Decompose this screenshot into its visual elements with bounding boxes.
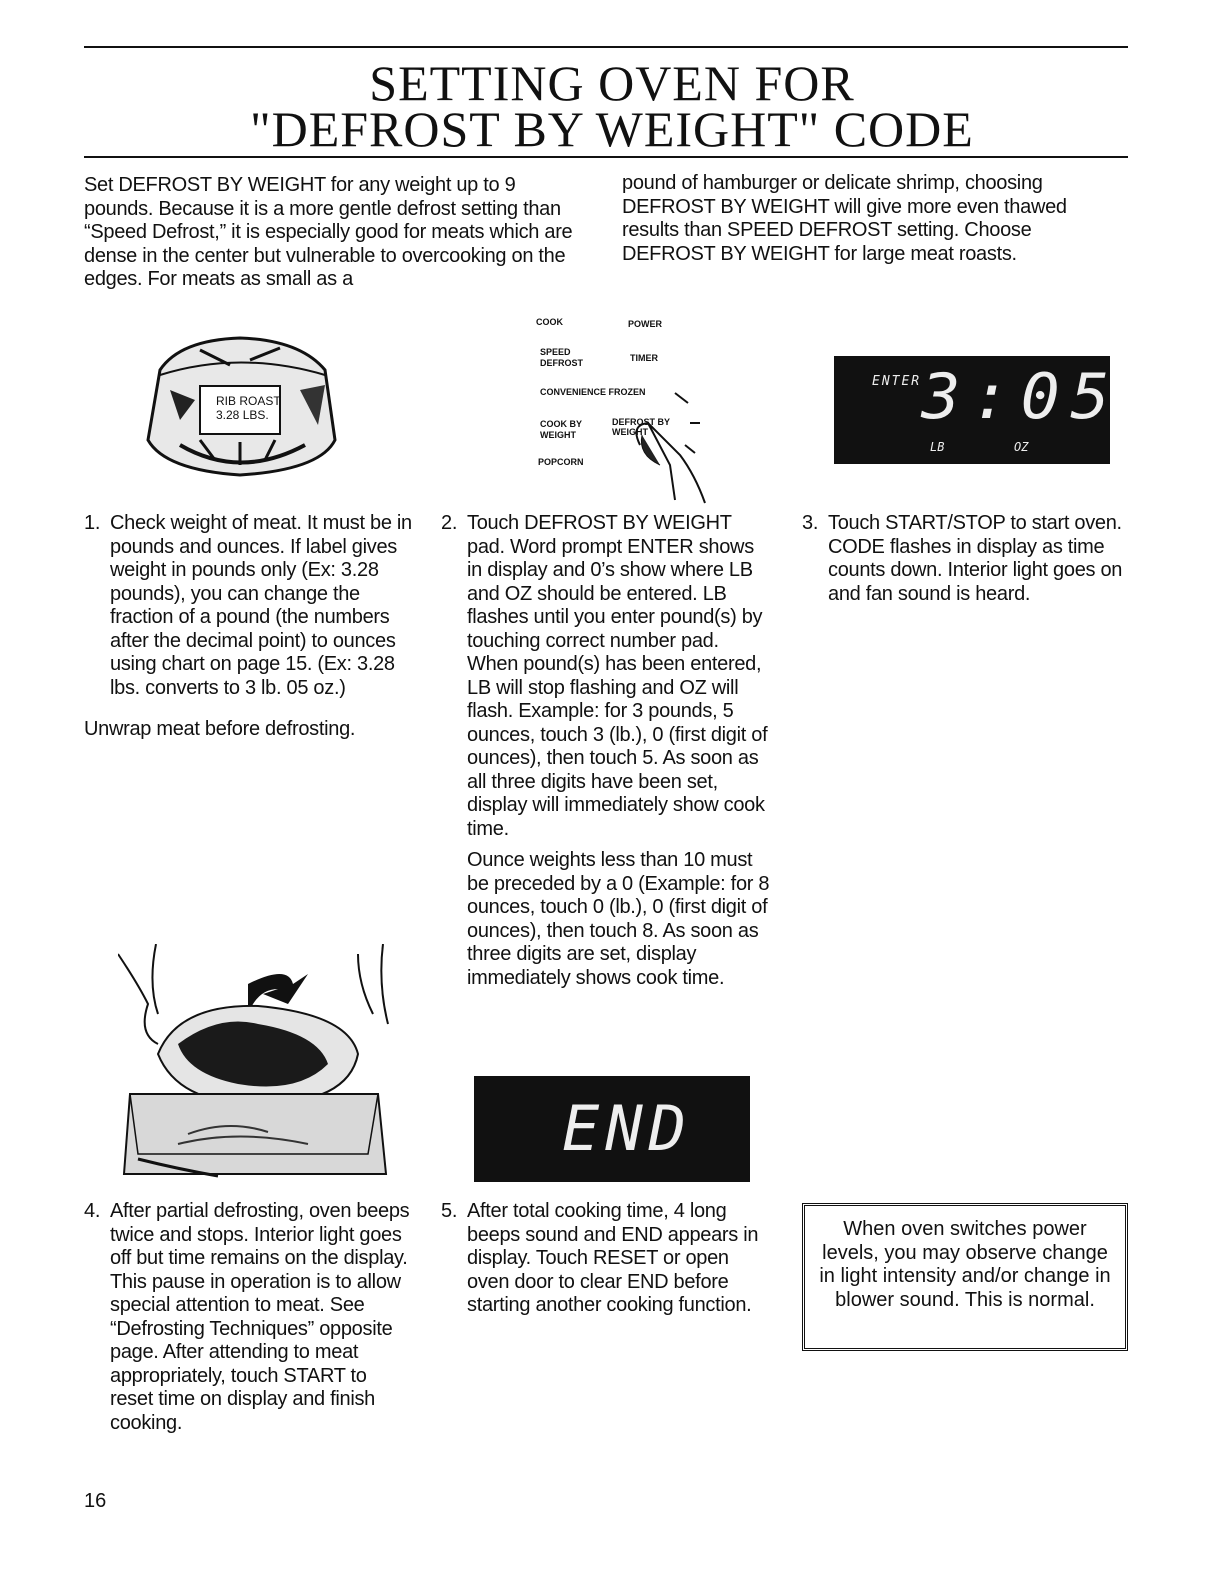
cook-by-weight-pad-line-1: COOK BY xyxy=(540,419,583,429)
page-title-line-1: SETTING OVEN FOR xyxy=(369,55,855,111)
display-end xyxy=(474,1076,750,1182)
step-3-text: Touch START/STOP to start oven. CODE flashes in display as time counts down. Interior light goes on and fan sound is heard. xyxy=(828,512,1123,605)
convenience-frozen-pad: CONVENIENCE FROZEN xyxy=(540,387,646,397)
defrost-by-weight-pad: DEFROST BY WEIGHT xyxy=(612,417,670,437)
step-4 xyxy=(84,1200,414,1435)
intro-left: Set DEFROST BY WEIGHT for any weight up to 9 pounds. Because it is a more gentle defrost setting than “Speed Defrost,” it is especially good for meats which are dense in the center but vulnerable to overcooking on the edges. For meats as small as a xyxy=(84,174,573,290)
page-number: 16 xyxy=(84,1490,107,1512)
turning-meat-illustration xyxy=(118,944,398,1184)
speed-defrost-pad-line-1: SPEED xyxy=(540,347,571,357)
speed-defrost-pad-line-2: DEFROST xyxy=(540,358,584,368)
cook-pad: COOK xyxy=(536,317,563,327)
display-lb-label: LB xyxy=(930,440,945,454)
step-3-number: 3. xyxy=(802,512,819,534)
meat-package-illustration xyxy=(140,330,340,480)
step-1-number: 1. xyxy=(84,512,101,534)
display-enter-digits: 3:05 xyxy=(921,360,1121,433)
step-5-text: After total cooking time, 4 long beeps sound and END appears in display. Touch RESET or open oven door to clear END before starting another cooking function. xyxy=(467,1200,759,1316)
package-label-line-2: 3.28 LBS. xyxy=(216,408,269,422)
display-enter xyxy=(834,356,1121,464)
display-enter-prompt: ENTER xyxy=(872,374,922,389)
step-3 xyxy=(802,512,1128,606)
note-text: When oven switches power levels, you may observe change in light intensity and/or change in blower sound. This is normal. xyxy=(819,1218,1111,1311)
step-2-extra: Ounce weights less than 10 must be preceded by a 0 (Example: for 8 ounces, touch 0 (lb.), 0 (first digit of ounces), then touch 8. As soon as three digits are set, display immediately shows cook time. xyxy=(467,849,770,989)
title-bottom-rule xyxy=(84,156,1128,158)
step-1-text: Check weight of meat. It must be in pounds and ounces. If label gives weight in pounds only (Ex: 3.28 pounds), you can change the fraction of a pound (the numbers after the decimal point) to ounces using chart on page 15. (Ex: 3.28 lbs. converts to 3 lb. 05 oz.) xyxy=(110,512,412,699)
step-2-text: Touch DEFROST BY WEIGHT pad. Word prompt ENTER shows in display and 0’s show where LB and OZ should be entered. LB flashes until you enter pound(s) by touching correct number pad. When pound(s) has been entered, LB will stop flashing and OZ will flash. Example: for 3 pounds, 5 ounces, touch 3 (lb.), 0 (first digit of ounces), then touch 5. As soon as all three digits have been set, display will immediately show cook time. xyxy=(467,512,768,840)
finger-pointer-icon xyxy=(520,305,720,505)
step-4-text: After partial defrosting, oven beeps twice and stops. Interior light goes off but time remains on the display. This pause in operation is to allow special attention to meat. See “Defrosting Techniques” opposite page. After attending to meat appropriately, touch START to reset time on display and finish cooking. xyxy=(110,1200,410,1434)
display-oz-label: OZ xyxy=(1014,440,1029,454)
step-5-number: 5. xyxy=(441,1200,458,1222)
step-2 xyxy=(441,512,771,990)
step-2-number: 2. xyxy=(441,512,458,534)
step-1 xyxy=(84,512,424,742)
package-label-line-1: RIB ROAST xyxy=(216,394,281,408)
step-4-number: 4. xyxy=(84,1200,101,1222)
step-1-extra: Unwrap meat before defrosting. xyxy=(84,718,356,740)
popcorn-pad: POPCORN xyxy=(538,457,584,467)
power-pad: POWER xyxy=(628,319,663,329)
title-top-rule xyxy=(84,46,1128,48)
timer-pad: TIMER xyxy=(630,353,658,363)
keypad-illustration xyxy=(520,305,720,505)
cook-by-weight-pad-line-2: WEIGHT xyxy=(540,430,576,440)
note-box xyxy=(802,1203,1128,1351)
intro-right: pound of hamburger or delicate shrimp, choosing DEFROST BY WEIGHT will give more even thawed results than SPEED DEFROST setting. Choose DEFROST BY WEIGHT for large meat roasts. xyxy=(622,172,1067,265)
step-5 xyxy=(441,1200,771,1318)
display-end-text: END xyxy=(562,1092,692,1165)
page-title-line-2: "DEFROST BY WEIGHT" CODE xyxy=(250,101,974,157)
